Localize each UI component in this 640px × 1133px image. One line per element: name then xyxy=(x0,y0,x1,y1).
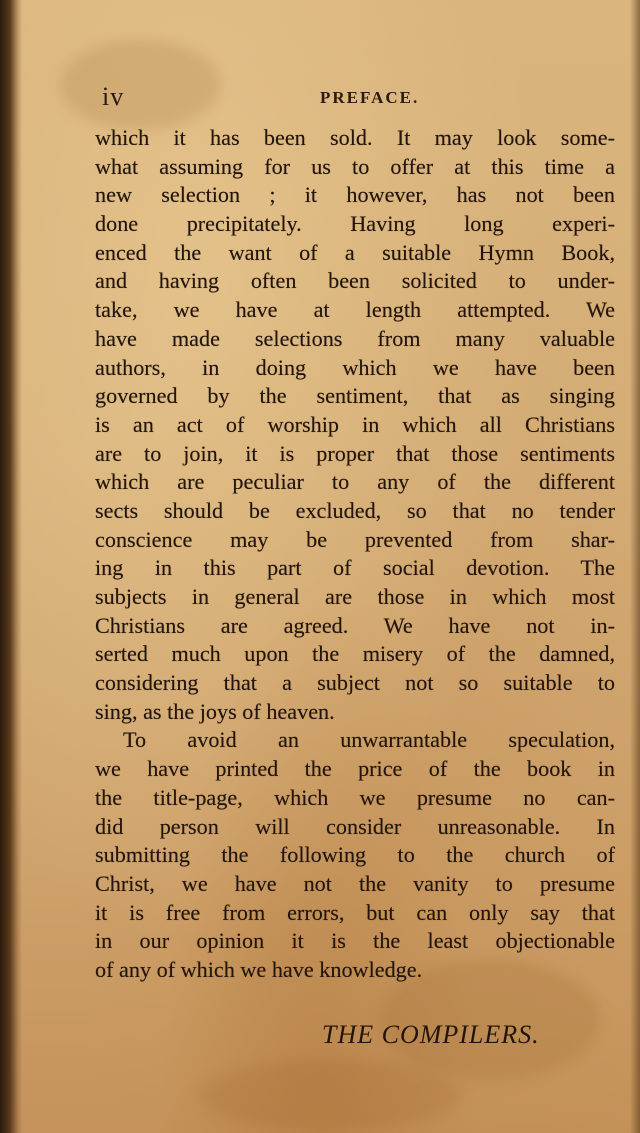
paper-stain xyxy=(200,1060,460,1130)
text-line: Christ, we have not the vanity to presume xyxy=(95,870,615,896)
binding-shadow xyxy=(0,0,22,1133)
text-line: governed by the sentiment, that as singing xyxy=(95,383,615,409)
text-line: considering that a subject not so suitable to xyxy=(95,670,615,696)
text-line: which it has been sold. It may look some- xyxy=(95,125,615,150)
paragraph-2 xyxy=(95,726,615,984)
text-line: done precipitately. Having long experi- xyxy=(95,211,615,237)
text-line: is an act of worship in which all Christians xyxy=(95,411,615,437)
text-line: ing in this part of social devotion. The xyxy=(95,555,615,581)
text-line: what assuming for us to offer at this time a xyxy=(95,153,615,179)
running-head xyxy=(102,82,572,112)
text-line: sects should be excluded, so that no tender xyxy=(95,497,615,523)
text-line: serted much upon the misery of the damned, xyxy=(95,641,615,667)
text-line: submitting the following to the church of xyxy=(95,842,615,868)
text-line: we have printed the price of the book in xyxy=(95,756,615,782)
text-line: it is free from errors, but can only say that xyxy=(95,899,615,925)
text-line: take, we have at length attempted. We xyxy=(95,297,615,323)
page-number: iv xyxy=(102,82,125,111)
signature: THE COMPILERS. xyxy=(322,1020,540,1049)
page-edge-shadow xyxy=(630,0,640,1133)
section-title: PREFACE. xyxy=(320,88,420,107)
text-line: conscience may be prevented from shar- xyxy=(95,526,615,552)
text-line: sing, as the joys of heaven. xyxy=(95,698,335,724)
text-line: Christians are agreed. We have not in- xyxy=(95,612,615,638)
text-line: and having often been solicited to under- xyxy=(95,268,615,294)
text-line: did person will consider unreasonable. In xyxy=(95,813,615,839)
preface-body xyxy=(95,124,615,985)
paragraph-1 xyxy=(95,124,615,726)
text-line: subjects in general are those in which most xyxy=(95,584,615,609)
text-line: authors, in doing which we have been xyxy=(95,354,615,380)
text-line: have made selections from many valuable xyxy=(95,325,615,351)
text-line: which are peculiar to any of the different xyxy=(95,469,615,495)
text-line: To avoid an unwarrantable speculation, xyxy=(123,727,615,753)
text-line: of any of which we have knowledge. xyxy=(95,956,423,982)
text-line: enced the want of a suitable Hymn Book, xyxy=(95,239,615,265)
text-line: are to join, it is proper that those sentiments xyxy=(95,440,615,466)
text-line: the title-page, which we presume no can- xyxy=(95,784,615,810)
text-line: in our opinion it is the least objectionable xyxy=(95,928,615,954)
text-line: new selection ; it however, has not been xyxy=(95,182,615,208)
